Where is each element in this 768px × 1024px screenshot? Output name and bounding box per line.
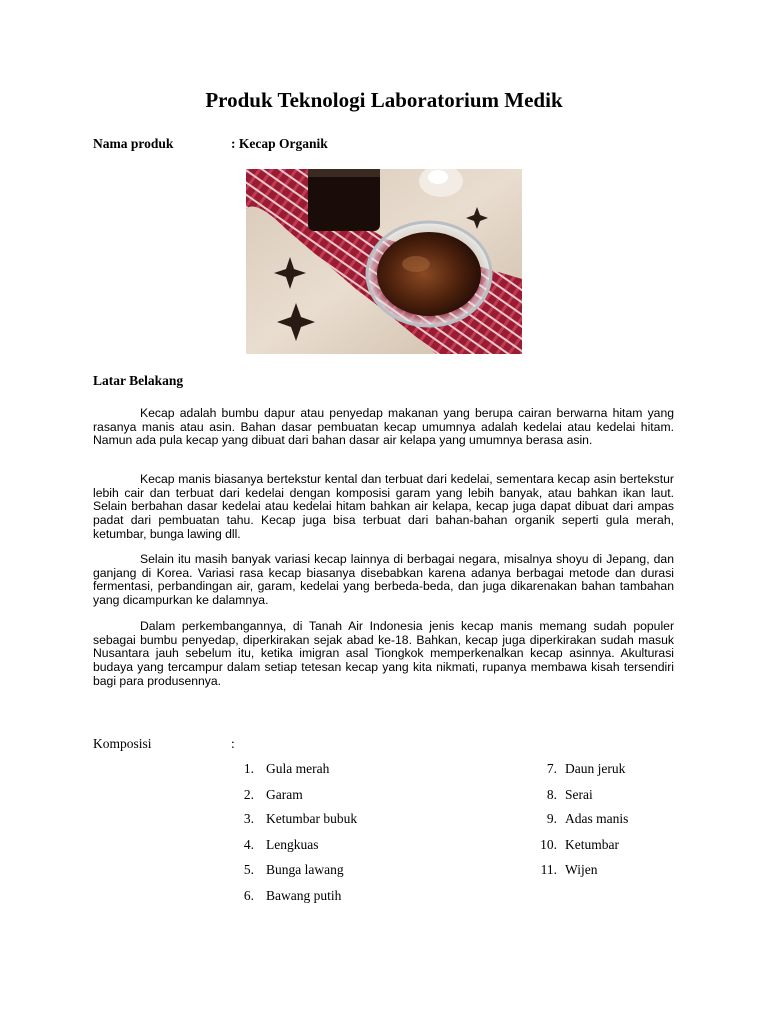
ingredient-item [546,761,626,777]
ingredient-number: 11. [540,862,557,877]
ingredient-item [540,837,619,853]
ingredient-name: Gula merah [266,761,330,776]
ingredient-name: Bunga lawang [266,862,344,877]
ingredient-number: 7. [546,761,557,776]
ingredient-name: Ketumbar [565,837,619,852]
ingredient-number: 4. [243,837,254,852]
ingredient-item [546,787,593,803]
ingredient-number: 1. [243,761,254,776]
product-photo [246,169,522,354]
ingredient-item [243,811,358,827]
paragraph-1-text: Kecap adalah bumbu dapur atau penyedap makanan yang berupa cairan berwarna hitam yang rasanya manis atau asin. Bahan dasar pembuatan kecap umumnya adalah kedelai atau kedelai hitam. Namun ada pula kecap yang dibuat dari bahan dasar air kelapa yang umumnya berasa asin. [93,406,674,448]
ingredient-name: Daun jeruk [565,761,626,776]
ingredient-item [243,862,344,878]
ingredient-item [243,837,319,853]
paragraph-3-text: Selain itu masih banyak variasi kecap lainnya di berbagai negara, misalnya shoyu di Jepang, dan ganjang di Korea. Variasi rasa kecap biasanya disebabkan karena adanya berbagai metode dan durasi fermentasi, perbandingan air, garam, kedelai yang berbeda-beda, dan juga dikarenakan bahan tambahan yang dicampurkan ke dalamnya. [93,552,674,608]
komposisi-label: Komposisi [93,736,152,751]
ingredient-item [243,787,303,803]
ingredient-number: 5. [243,862,254,877]
paragraph-2 [93,473,674,542]
paragraph-4-text: Dalam perkembangannya, di Tanah Air Indonesia jenis kecap manis memang sudah populer sebagai bumbu penyedap, diperkirakan sejak abad ke-18. Bahkan, kecap juga diperkirakan sudah masuk Nusantara jauh sebelum itu, ketika imigran asal Tiongkok memperkenalkan kecap asinnya. Akulturasi budaya yang tercampur dalam setiap tetesan kecap yang kita nikmati, rupanya membawa kisah tersendiri bagi para produsennya. [93,619,674,688]
product-name-label: Nama produk [93,136,174,151]
section-heading-latar-belakang: Latar Belakang [93,373,184,388]
ingredient-number: 10. [540,837,557,852]
komposisi-colon: : [231,736,235,751]
paragraph-2-text: Kecap manis biasanya bertekstur kental dan terbuat dari kedelai, sementara kecap asin bertekstur lebih cair dan terbuat dari kedelai dengan komposisi garam yang lebih banyak, atau bahkan ikan laut. Selain berbahan dasar kedelai atau kedelai hitam bahkan air kelapa, kecap juga dapat dibuat dari ampas padat dari pembuatan tahu. Kecap juga bisa terbuat dari bahan-bahan organik seperti gula merah, ketumbar, bunga lawing dll. [93,472,674,541]
ingredient-item [243,888,342,904]
ingredient-name: Bawang putih [266,888,342,903]
ingredient-name: Wijen [565,862,598,877]
ingredient-name: Serai [565,787,593,802]
paragraph-3 [93,553,674,608]
paragraph-4 [93,620,674,689]
ingredient-number: 2. [243,787,254,802]
ingredient-number: 8. [546,787,557,802]
ingredient-item [243,761,330,777]
ingredient-name: Adas manis [565,811,629,826]
ingredient-number: 9. [546,811,557,826]
ingredient-item [540,862,598,878]
document-title: Produk Teknologi Laboratorium Medik [205,88,563,112]
product-name-value: : Kecap Organik [231,136,328,151]
ingredient-name: Garam [266,787,303,802]
ingredient-number: 6. [243,888,254,903]
ingredient-number: 3. [243,811,254,826]
ingredient-name: Ketumbar bubuk [266,811,358,826]
ingredient-name: Lengkuas [266,837,319,852]
ingredient-item [546,811,629,827]
paragraph-1 [93,407,674,448]
